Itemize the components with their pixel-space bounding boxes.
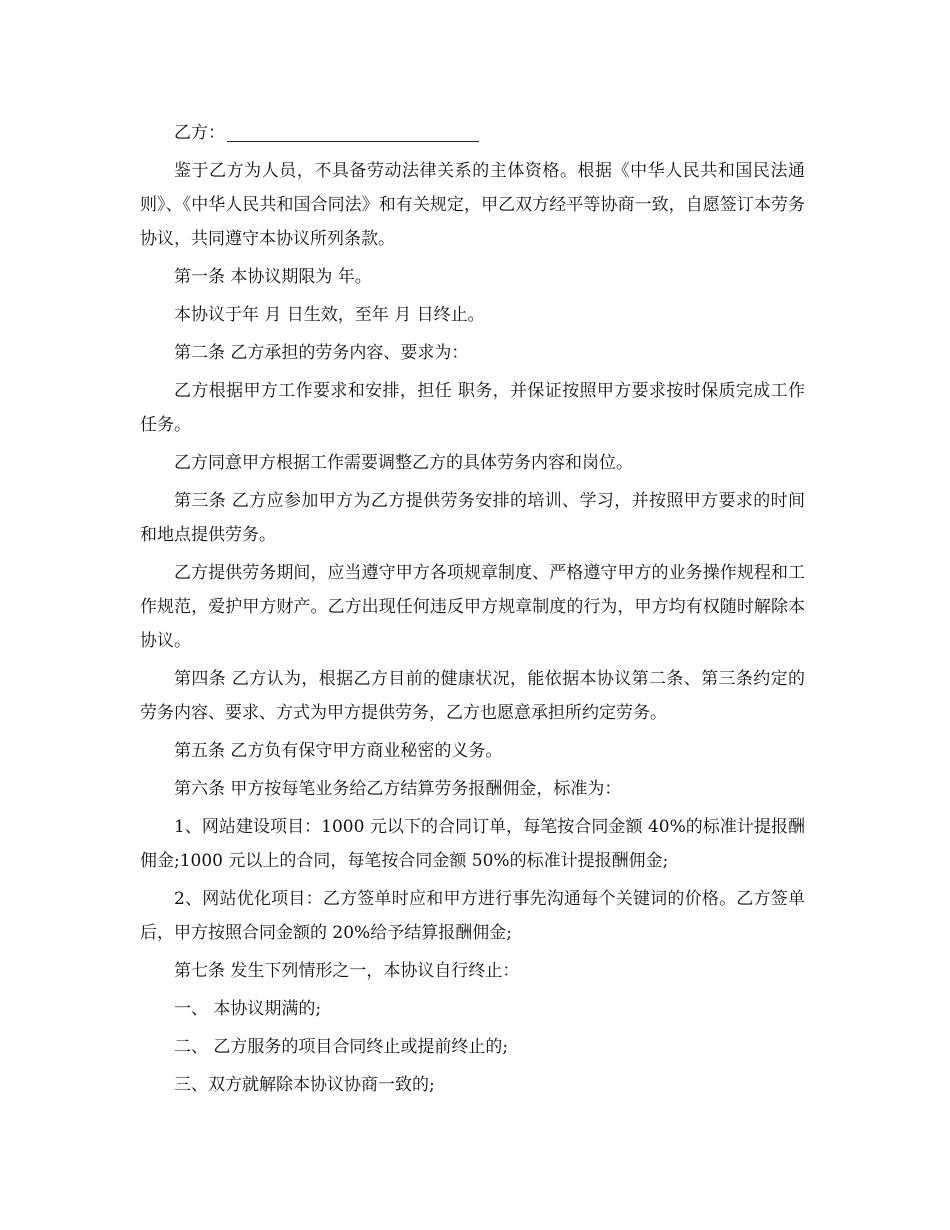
paragraph-article-6: 第六条 甲方按每笔业务给乙方结算劳务报酬佣金，标准为： [174,779,622,799]
party-b-label: 乙方： [174,123,225,143]
paragraph-term-dates: 本协议于年 月 日生效，至年 月 日终止。 [174,305,485,325]
paragraph-article-5: 第五条 乙方负有保守甲方商业秘密的义务。 [174,741,503,761]
paragraph-adjustment: 乙方同意甲方根据工作需要调整乙方的具体劳务内容和岗位。 [174,453,633,473]
paragraph-termination-3: 三、双方就解除本协议协商一致的; [174,1075,435,1095]
paragraph-rules: 乙方提供劳务期间，应当遵守甲方各项规章制度、严格遵守甲方的业务操作规程和工作规范，爱护甲方财产。乙方出现任何违反甲方规章制度的行为，甲方均有权随时解除本协议。 [140,563,805,651]
paragraph-article-7: 第七条 发生下列情形之一，本协议自行终止： [174,961,520,981]
party-b-line [140,116,805,150]
party-b-signature-blank [227,119,479,142]
paragraph-duties: 乙方根据甲方工作要求和安排，担任 职务，并保证按照甲方要求按时保质完成工作任务。 [140,381,805,435]
paragraph-article-2: 第二条 乙方承担的劳务内容、要求为： [174,343,469,363]
paragraph-website-seo: 2、网站优化项目：乙方签单时应和甲方进行事先沟通每个关键词的价格。乙方签单后，甲方按照合同金额的 20%给予结算报酬佣金; [140,889,805,943]
paragraph-article-1: 第一条 本协议期限为 年。 [174,267,372,287]
paragraph-termination-2: 二、 乙方服务的项目合同终止或提前终止的; [174,1037,509,1057]
paragraph-article-4: 第四条 乙方认为，根据乙方目前的健康状况，能依据本协议第二条、第三条约定的劳务内容、要求、方式为甲方提供劳务，乙方也愿意承担所约定劳务。 [140,669,805,723]
paragraph-article-3: 第三条 乙方应参加甲方为乙方提供劳务安排的培训、学习，并按照甲方要求的时间和地点提供劳务。 [140,491,805,545]
paragraph-website-build: 1、网站建设项目：1000 元以下的合同订单，每笔按合同金额 40%的标准计提报酬佣金;1000 元以上的合同，每笔按合同金额 50%的标准计提报酬佣金; [140,817,805,871]
paragraph-termination-1: 一、 本协议期满的; [174,999,322,1019]
paragraph-preamble: 鉴于乙方为人员，不具备劳动法律关系的主体资格。根据《中华人民共和国民法通则》、《中华人民共和国合同法》和有关规定，甲乙双方经平等协商一致，自愿签订本劳务协议，共同遵守本协议所列条款。 [140,161,805,249]
document-body [140,116,805,1106]
